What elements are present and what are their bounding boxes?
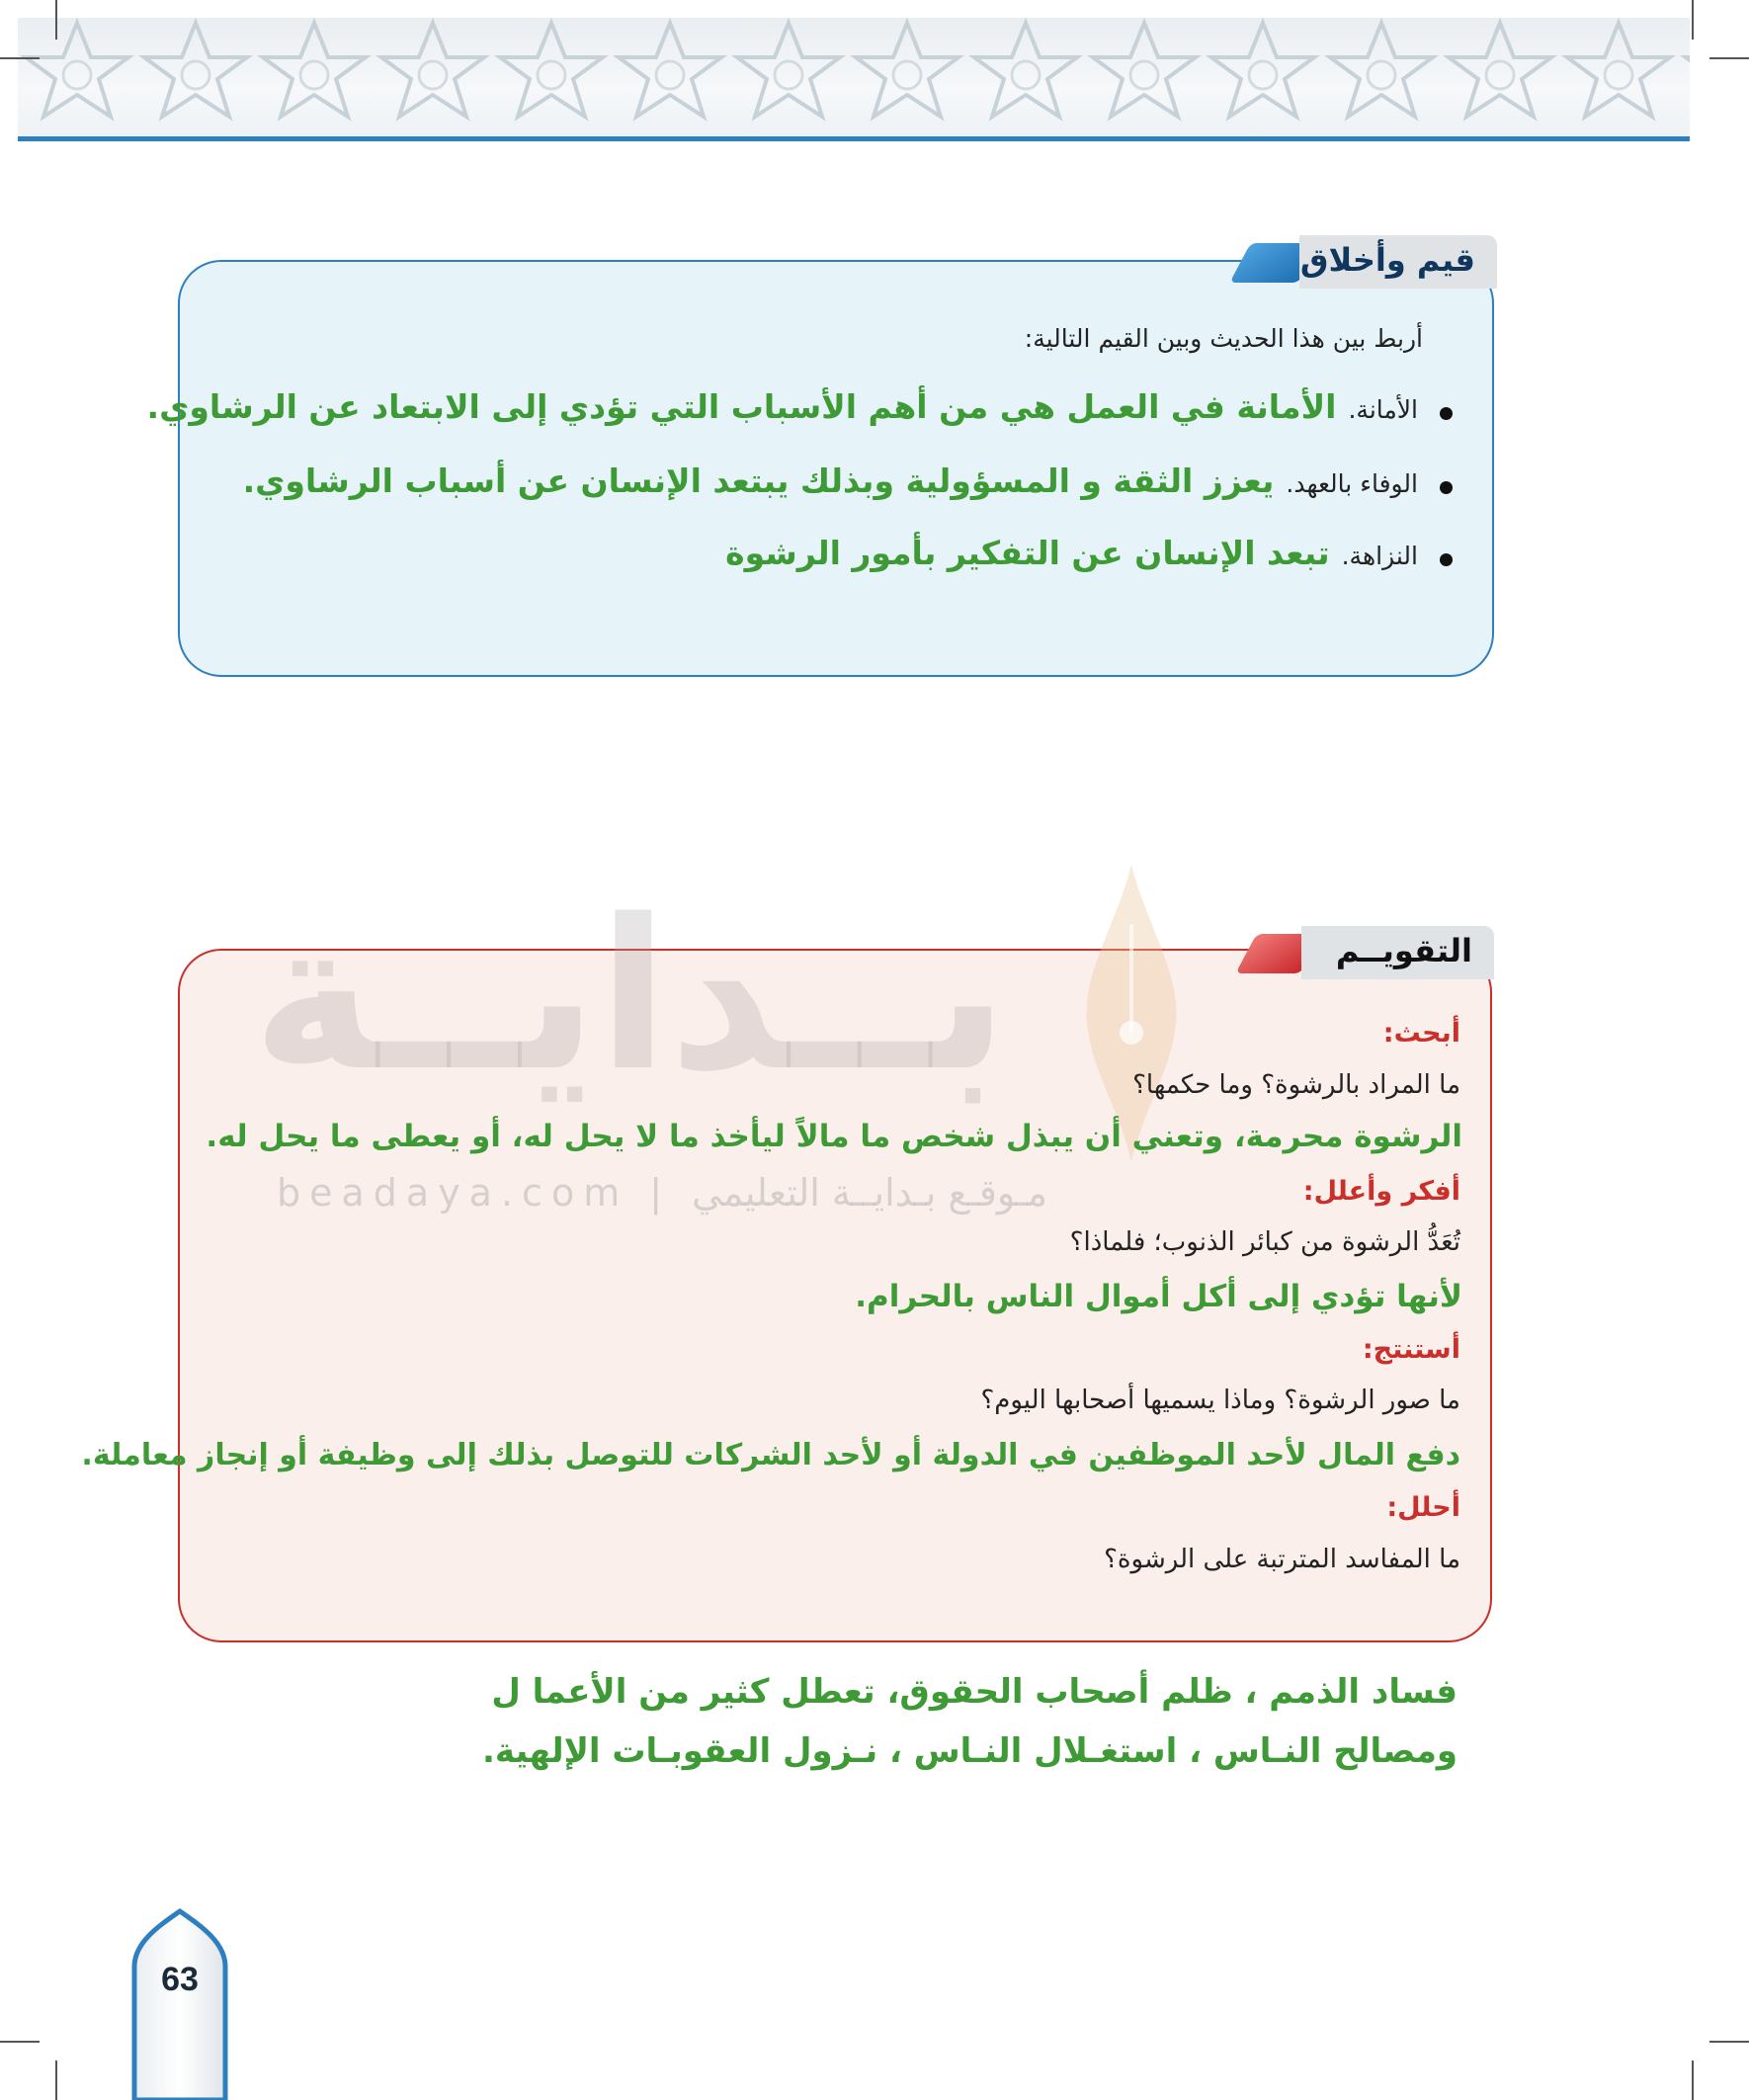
handwritten-answer-line: فساد الذمم ، ظلم أصحاب الحقوق، تعطل كثير من الأعما ل	[491, 1672, 1458, 1712]
bullet-icon	[1440, 481, 1453, 494]
evaluation-section-tab	[1225, 926, 1494, 979]
pen-nib-icon	[1077, 865, 1186, 1161]
value-label: النزاهة.	[1341, 542, 1418, 570]
value-answer: يعزز الثقة و المسؤولية وبذلك يبتعد الإنسان عن أسباب الرشاوي.	[242, 462, 1275, 500]
value-answer: تبعد الإنسان عن التفكير بأمور الرشوة	[725, 534, 1330, 572]
header-decoration	[18, 18, 1690, 136]
values-intro: أربط بين هذا الحديث وبين القيم التالية:	[1024, 324, 1423, 353]
question-text: ما المفاسد المترتبة على الرشوة؟	[1104, 1545, 1460, 1574]
handwritten-answer-line: ومصالح النـاس ، استغـلال النـاس ، نـزول العقوبـات الإلهية.	[481, 1731, 1458, 1771]
value-item	[243, 462, 1453, 500]
question-text: ما صور الرشوة؟ وماذا يسميها أصحابها اليوم؟	[980, 1386, 1460, 1415]
answer-text: لأنها تؤدي إلى أكل أموال الناس بالحرام.	[855, 1279, 1462, 1314]
header-rule	[18, 136, 1690, 141]
section-heading: أفكر وأعلل:	[1302, 1176, 1460, 1207]
crop-mark	[1709, 2041, 1749, 2043]
values-section-title: قيم وأخلاق	[1299, 241, 1475, 279]
crop-mark	[1692, 0, 1694, 40]
answer-text: دفع المال لأحد الموظفين في الدولة أو لأحد الشركات للتوصل بذلك إلى وظيفة أو إنجاز معاملة.	[81, 1438, 1460, 1472]
crop-mark	[1709, 57, 1749, 59]
evaluation-section-title: التقويــم	[1335, 932, 1472, 969]
section-heading: أبحث:	[1382, 1018, 1460, 1049]
watermark-logo-text: بــدايــة	[252, 875, 1009, 1117]
values-section-tab	[1210, 235, 1497, 289]
value-label: الأمانة.	[1348, 395, 1418, 424]
bullet-icon	[1440, 553, 1453, 566]
crop-mark	[0, 2041, 40, 2043]
value-item	[147, 387, 1453, 426]
crop-mark	[0, 57, 40, 59]
question-text: تُعَدُّ الرشوة من كبائر الذنوب؛ فلماذا؟	[1069, 1227, 1460, 1257]
watermark-url: beadaya.com | مـوقـع بـدايــة التعليمي	[277, 1171, 1048, 1215]
page-number: 63	[161, 1961, 199, 1998]
crop-mark	[55, 2060, 57, 2100]
page-number-tab	[130, 1907, 229, 2100]
bullet-icon	[1440, 407, 1453, 420]
value-answer: الأمانة في العمل هي من أهم الأسباب التي تؤدي إلى الابتعاد عن الرشاوي.	[146, 387, 1337, 426]
section-heading: أستنتج:	[1362, 1334, 1460, 1365]
answer-text: الرشوة محرمة، وتعني أن يبذل شخص ما مالاً ليأخذ ما لا يحل له، أو يعطى ما يحل له.	[206, 1119, 1462, 1154]
crop-mark	[55, 0, 57, 40]
value-label: الوفاء بالعهد.	[1286, 469, 1418, 498]
crop-mark	[1692, 2060, 1694, 2100]
question-text: ما المراد بالرشوة؟ وما حكمها؟	[1132, 1070, 1460, 1100]
section-heading: أحلل:	[1386, 1492, 1460, 1523]
value-item	[725, 534, 1453, 572]
